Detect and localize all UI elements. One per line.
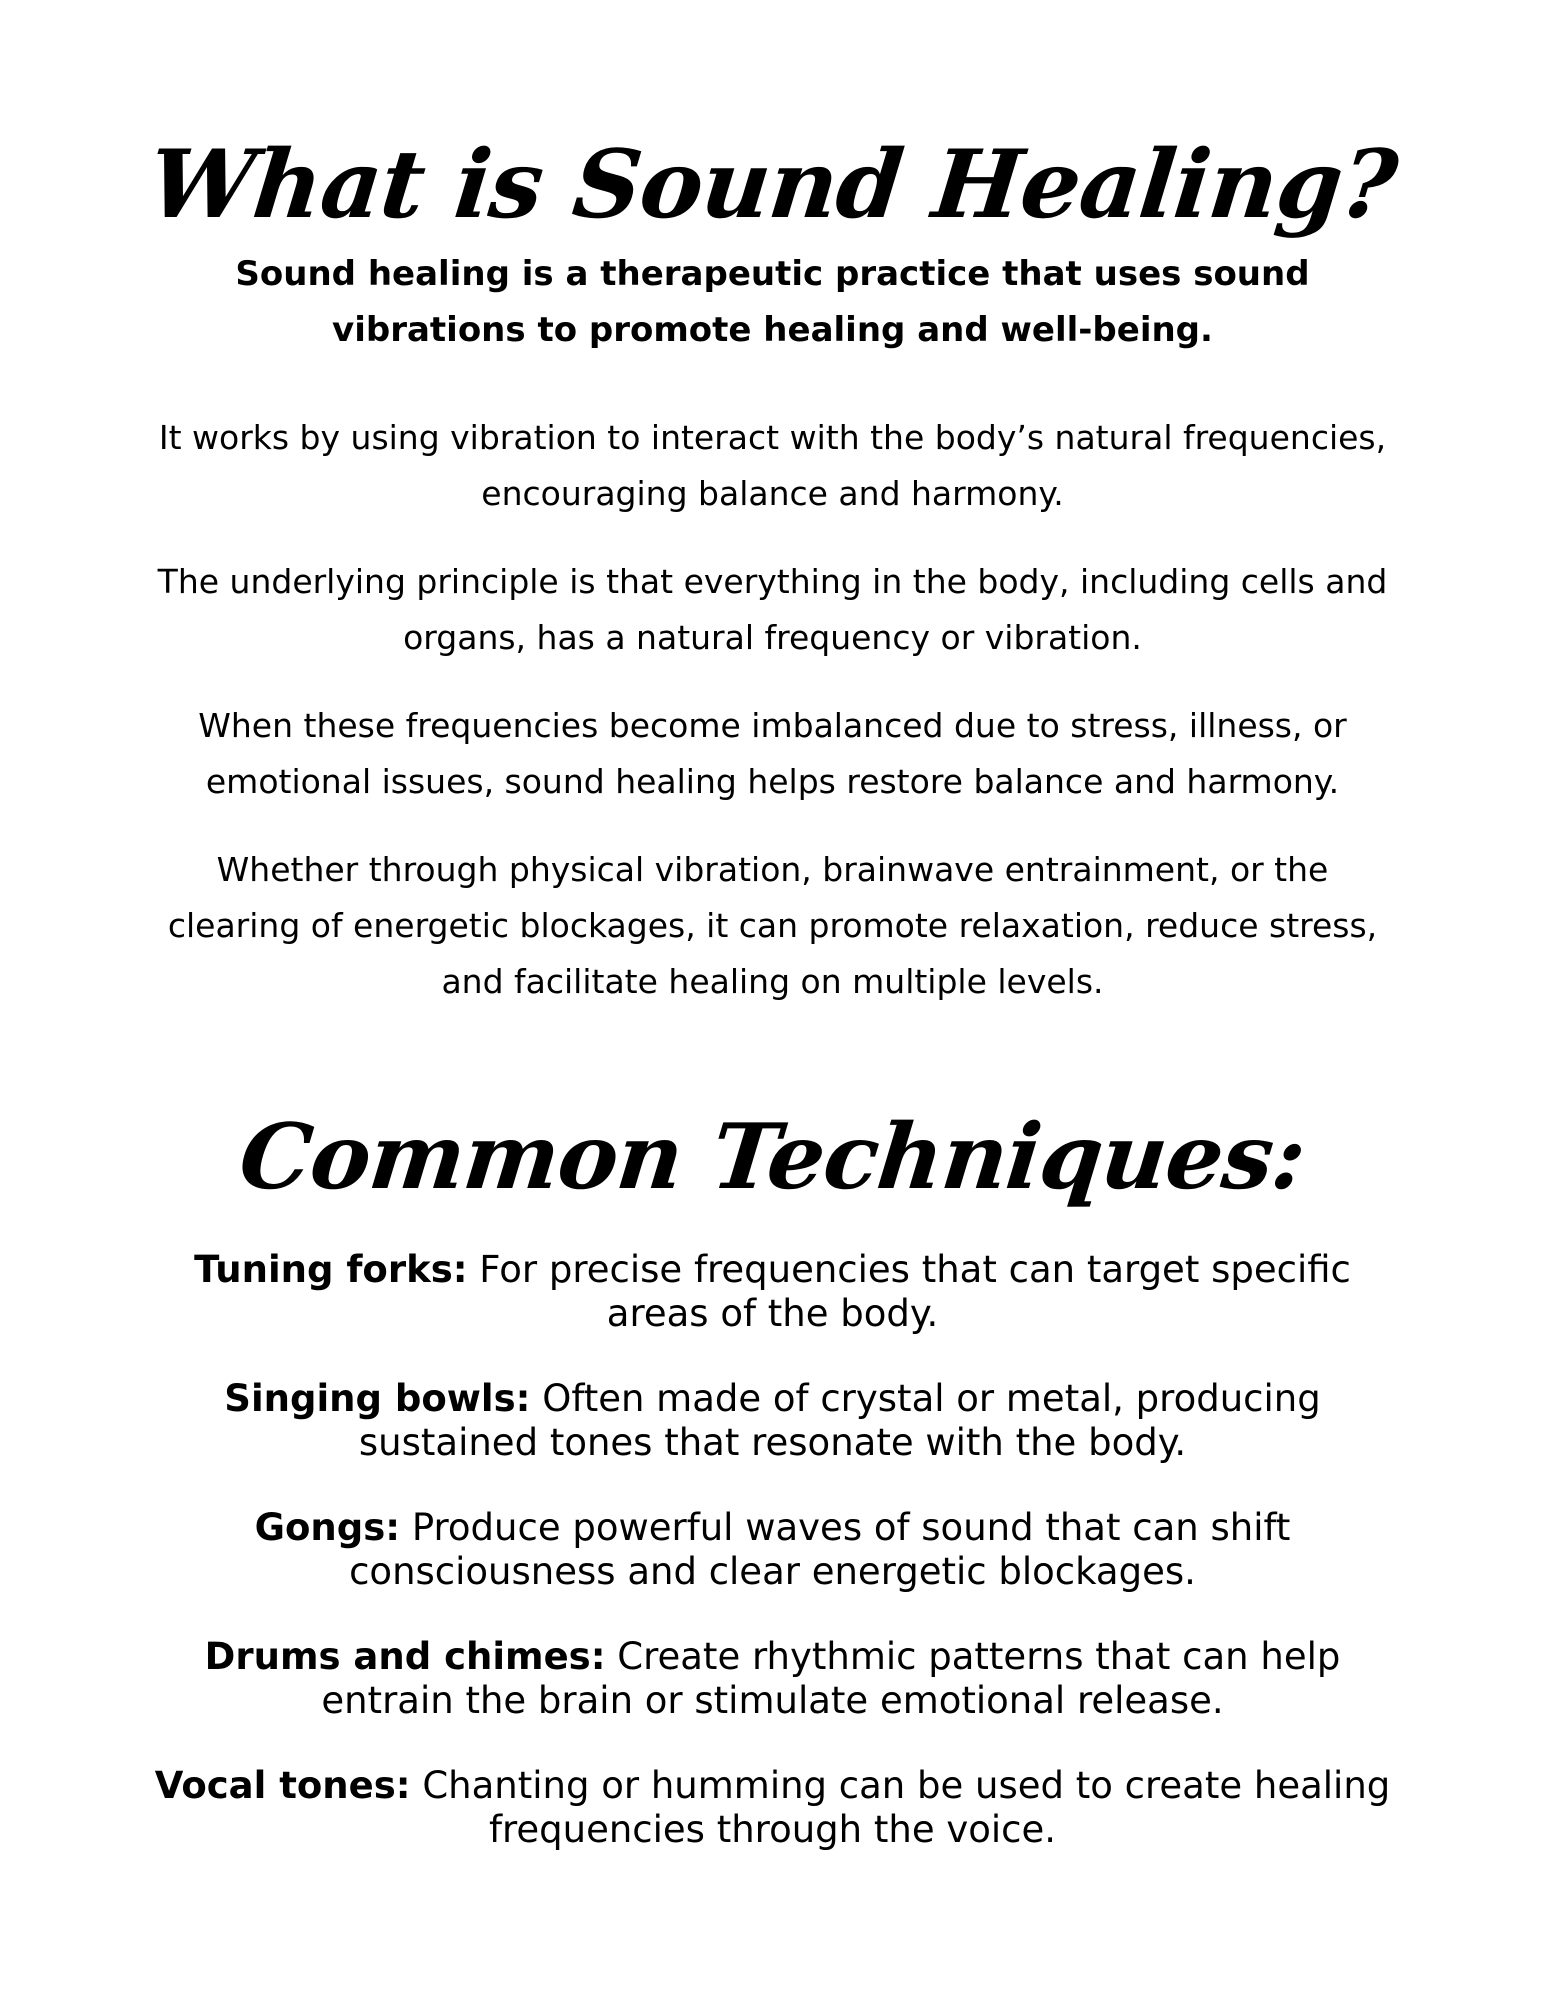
technique-item [150, 1506, 1395, 1594]
technique-term: Tuning forks: [194, 1248, 468, 1291]
technique-term: Drums and chimes: [204, 1635, 606, 1678]
technique-description: For precise frequencies that can target specific areas of the body. [467, 1248, 1351, 1335]
technique-description: Often made of crystal or metal, producing sustained tones that resonate with the body. [358, 1377, 1321, 1464]
technique-term: Vocal tones: [154, 1764, 411, 1807]
technique-term: Gongs: [254, 1506, 401, 1549]
technique-description: Create rhythmic patterns that can help entrain the brain or stimulate emotional release. [321, 1635, 1341, 1722]
intro-paragraph: When these frequencies become imbalanced due to stress, illness, or emotional issues, sound healing helps restore balance and harmony. [198, 706, 1347, 801]
intro-paragraph: It works by using vibration to interact with the body’s natural frequencies, encouraging balance and harmony. [158, 418, 1387, 513]
technique-item [150, 1635, 1395, 1723]
technique-item [150, 1248, 1395, 1336]
technique-description: Chanting or humming can be used to create healing frequencies through the voice. [410, 1764, 1391, 1851]
intro-lead: Sound healing is a therapeutic practice that uses sound vibrations to promote healing and well-being. [235, 254, 1310, 350]
technique-item [150, 1764, 1395, 1852]
page-title: What is Sound Healing? [143, 130, 1402, 240]
technique-item [150, 1377, 1395, 1465]
intro-paragraph: Whether through physical vibration, brainwave entrainment, or the clearing of energetic blockages, it can promote relaxation, reduce stress, and facilitate healing on multiple levels. [167, 850, 1378, 1001]
technique-description: Produce powerful waves of sound that can shift consciousness and clear energetic blockages. [349, 1506, 1291, 1593]
technique-term: Singing bowls: [224, 1377, 531, 1420]
techniques-heading: Common Techniques: [234, 1104, 1311, 1210]
intro-paragraph: The underlying principle is that everything in the body, including cells and organs, has a natural frequency or vibration. [157, 562, 1388, 657]
